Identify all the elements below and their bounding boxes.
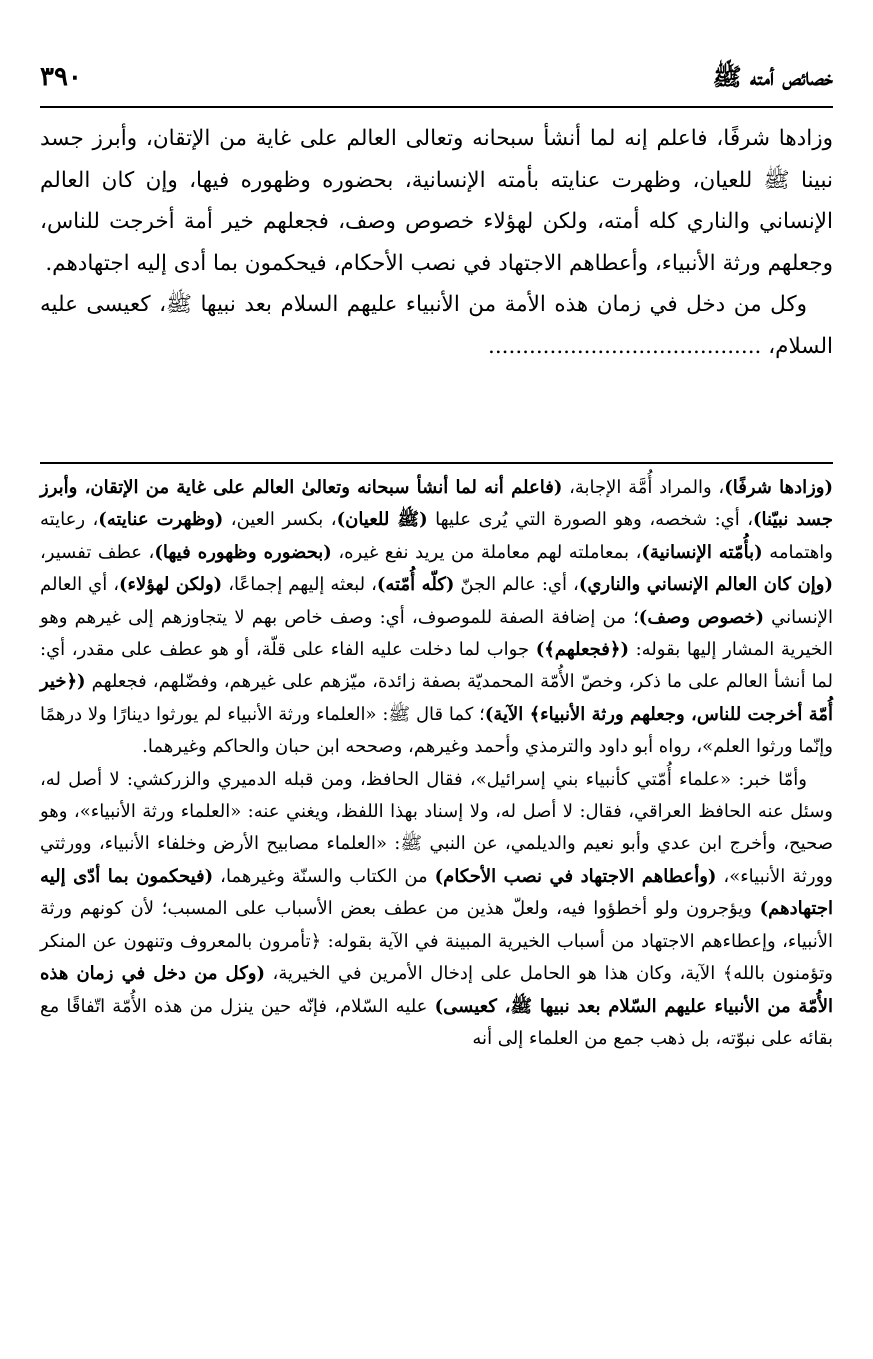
quoted-text: (وكل من دخل في زمان هذه الأُمّة من الأنبياء عليهم السّلام بعد نبيها ﷺ، كعيسى) bbox=[40, 963, 833, 1017]
commentary-text: ، عطف تفسير، bbox=[40, 541, 155, 563]
commentary-divider bbox=[40, 462, 833, 464]
commentary-paragraph bbox=[40, 472, 833, 764]
quoted-text: (ﷺ للعيان) bbox=[336, 509, 428, 531]
commentary-text: ، بمعاملته لهم معاملة من يريد نفع غيره، bbox=[331, 541, 642, 563]
quoted-text: (كلّه أُمّته) bbox=[376, 574, 455, 596]
commentary-text: ، أي: عالم الجنّ bbox=[454, 574, 579, 596]
commentary-text: عليه السّلام، فإنّه حين ينزل من هذه الأُمّة اتّفاقًا مع بقائه على نبوّته، بل ذهب جمع من العلماء إلى أنه bbox=[40, 995, 833, 1049]
running-title: خصائص أمته ﷺ bbox=[712, 62, 833, 91]
commentary-text: ، أي العالم الإنساني bbox=[40, 574, 833, 628]
commentary-text: وأمّا خبر: «علماء أُمّتي كأنبياء بني إسرائيل»، فقال الحافظ، ومن قبله الدميري والزركشي: لا أصل له، وسئل عنه الحافظ العراقي، فقال: لا أصل له، ولا إسناد بهذا اللفظ، ويغني عنه: «العلماء ورثة الأنبياء»، وهو صحيح، وأخرج ابن عدي وأبو نعيم والديلمي، عن النبي ﷺ: «العلماء مصابيح الأرض وخلفاء الأنبياء، وورثتي وورثة الأنبياء»، bbox=[40, 768, 833, 887]
commentary-text: ، بكسر العين، bbox=[223, 509, 337, 531]
quoted-text: (وزادها شرفًا) bbox=[724, 477, 833, 498]
quoted-text: (وأعطاهم الاجتهاد في نصب الأحكام) bbox=[434, 865, 717, 887]
commentary-text: ؛ كما قال ﷺ: «العلماء ورثة الأنبياء لم يورثوا دينارًا ولا درهمًا وإنّما ورثوا العلم»، رواه أبو داود والترمذي وأحمد وغيرهم، وصححه ابن حبان والحاكم وغيرهما. bbox=[40, 703, 833, 758]
page-number: ٣٩٠ bbox=[40, 62, 82, 92]
quoted-text: (بأُمّته الإنسانية) bbox=[641, 541, 763, 563]
commentary-text: جواب لما دخلت عليه الفاء على قلّة، أو هو عطف على مقدر، أي: لما أنشأ العالم على ما ذكر، وخصّ الأُمّة المحمديّة بصفة زائدة، ميّزهم على غيرهم، وفضّلهم، فجعلهم bbox=[40, 639, 833, 693]
main-paragraph: وزادها شرفًا، فاعلم إنه لما أنشأ سبحانه وتعالى العالم على غاية من الإتقان، وأبرز جسد نبينا ﷺ للعيان، وظهرت عنايته بأمته الإنسانية، بحضوره وظهوره فيها، وإن كان العالم الإنساني والناري كله أمته، ولكن لهؤلاء خصوص وصف، فجعلهم خير أمة أخرجت للناس، وجعلهم ورثة الأنبياء، وأعطاهم الاجتهاد في نصب الأحكام، فيحكمون بما أدى إليه اجتهادهم. bbox=[40, 126, 833, 276]
commentary-text: ويؤجرون ولو أخطؤوا فيه، ولعلّ هذين من عطف بعض الأسباب على المسبب؛ لأن كونهم ورثة الأنبياء، وإعطاءهم الاجتهاد من أسباب الخيرية المبينة في الآية بقوله: ﴿تأمرون بالمعروف وتنهون عن المنكر وتؤمنون بالله﴾ الآية، وكان هذا هو الحامل على إدخال الأمرين في الخيرية، bbox=[40, 898, 833, 985]
commentary-text: من الكتاب والسنّة وغيرهما، bbox=[213, 865, 435, 887]
commentary-text: ؛ من إضافة الصفة للموصوف، أي: وصف خاص بهم لا يتجاوزهم إلى غيرهم وهو الخيرية المشار إليها بقوله: bbox=[40, 606, 833, 661]
quoted-text: (ولكن لهؤلاء) bbox=[119, 574, 223, 596]
quoted-text: (﴿فجعلهم﴾) bbox=[535, 639, 629, 661]
header-rule bbox=[40, 106, 833, 108]
commentary-text: ، رعايته واهتمامه bbox=[40, 509, 833, 563]
main-text bbox=[40, 118, 833, 456]
quoted-text: (وإن كان العالم الإنساني والناري) bbox=[578, 574, 833, 596]
page-header bbox=[40, 62, 833, 102]
quoted-text: (خصوص وصف) bbox=[638, 606, 764, 628]
quoted-text: (بحضوره وظهوره فيها) bbox=[154, 541, 332, 563]
quoted-text: (فيحكمون بما أدّى إليه اجتهادهم) bbox=[40, 865, 833, 920]
main-paragraph: وكل من دخل في زمان هذه الأمة من الأنبياء عليهم السلام بعد نبيها ﷺ، كعيسى عليه السلام، ........................................ bbox=[40, 292, 833, 359]
quoted-text: (﴿خير أُمّة أخرجت للناس، وجعلهم ورثة الأنبياء﴾ الآية) bbox=[40, 671, 833, 725]
commentary-text: ، أي: شخصه، وهو الصورة التي يُرى عليها bbox=[427, 509, 754, 531]
commentary bbox=[40, 472, 833, 1348]
commentary-paragraph bbox=[40, 764, 833, 1056]
commentary-text: ، والمراد أُمَّة الإجابة، bbox=[562, 477, 725, 498]
quoted-text: (وظهرت عنايته) bbox=[98, 509, 224, 531]
quoted-text: (فاعلم أنه لما أنشأ سبحانه وتعالىٰ العالم على غاية من الإتقان، وأبرز جسد نبيّنا) bbox=[40, 477, 833, 531]
commentary-text: ، لبعثه إليهم إجماعًا، bbox=[222, 574, 377, 596]
